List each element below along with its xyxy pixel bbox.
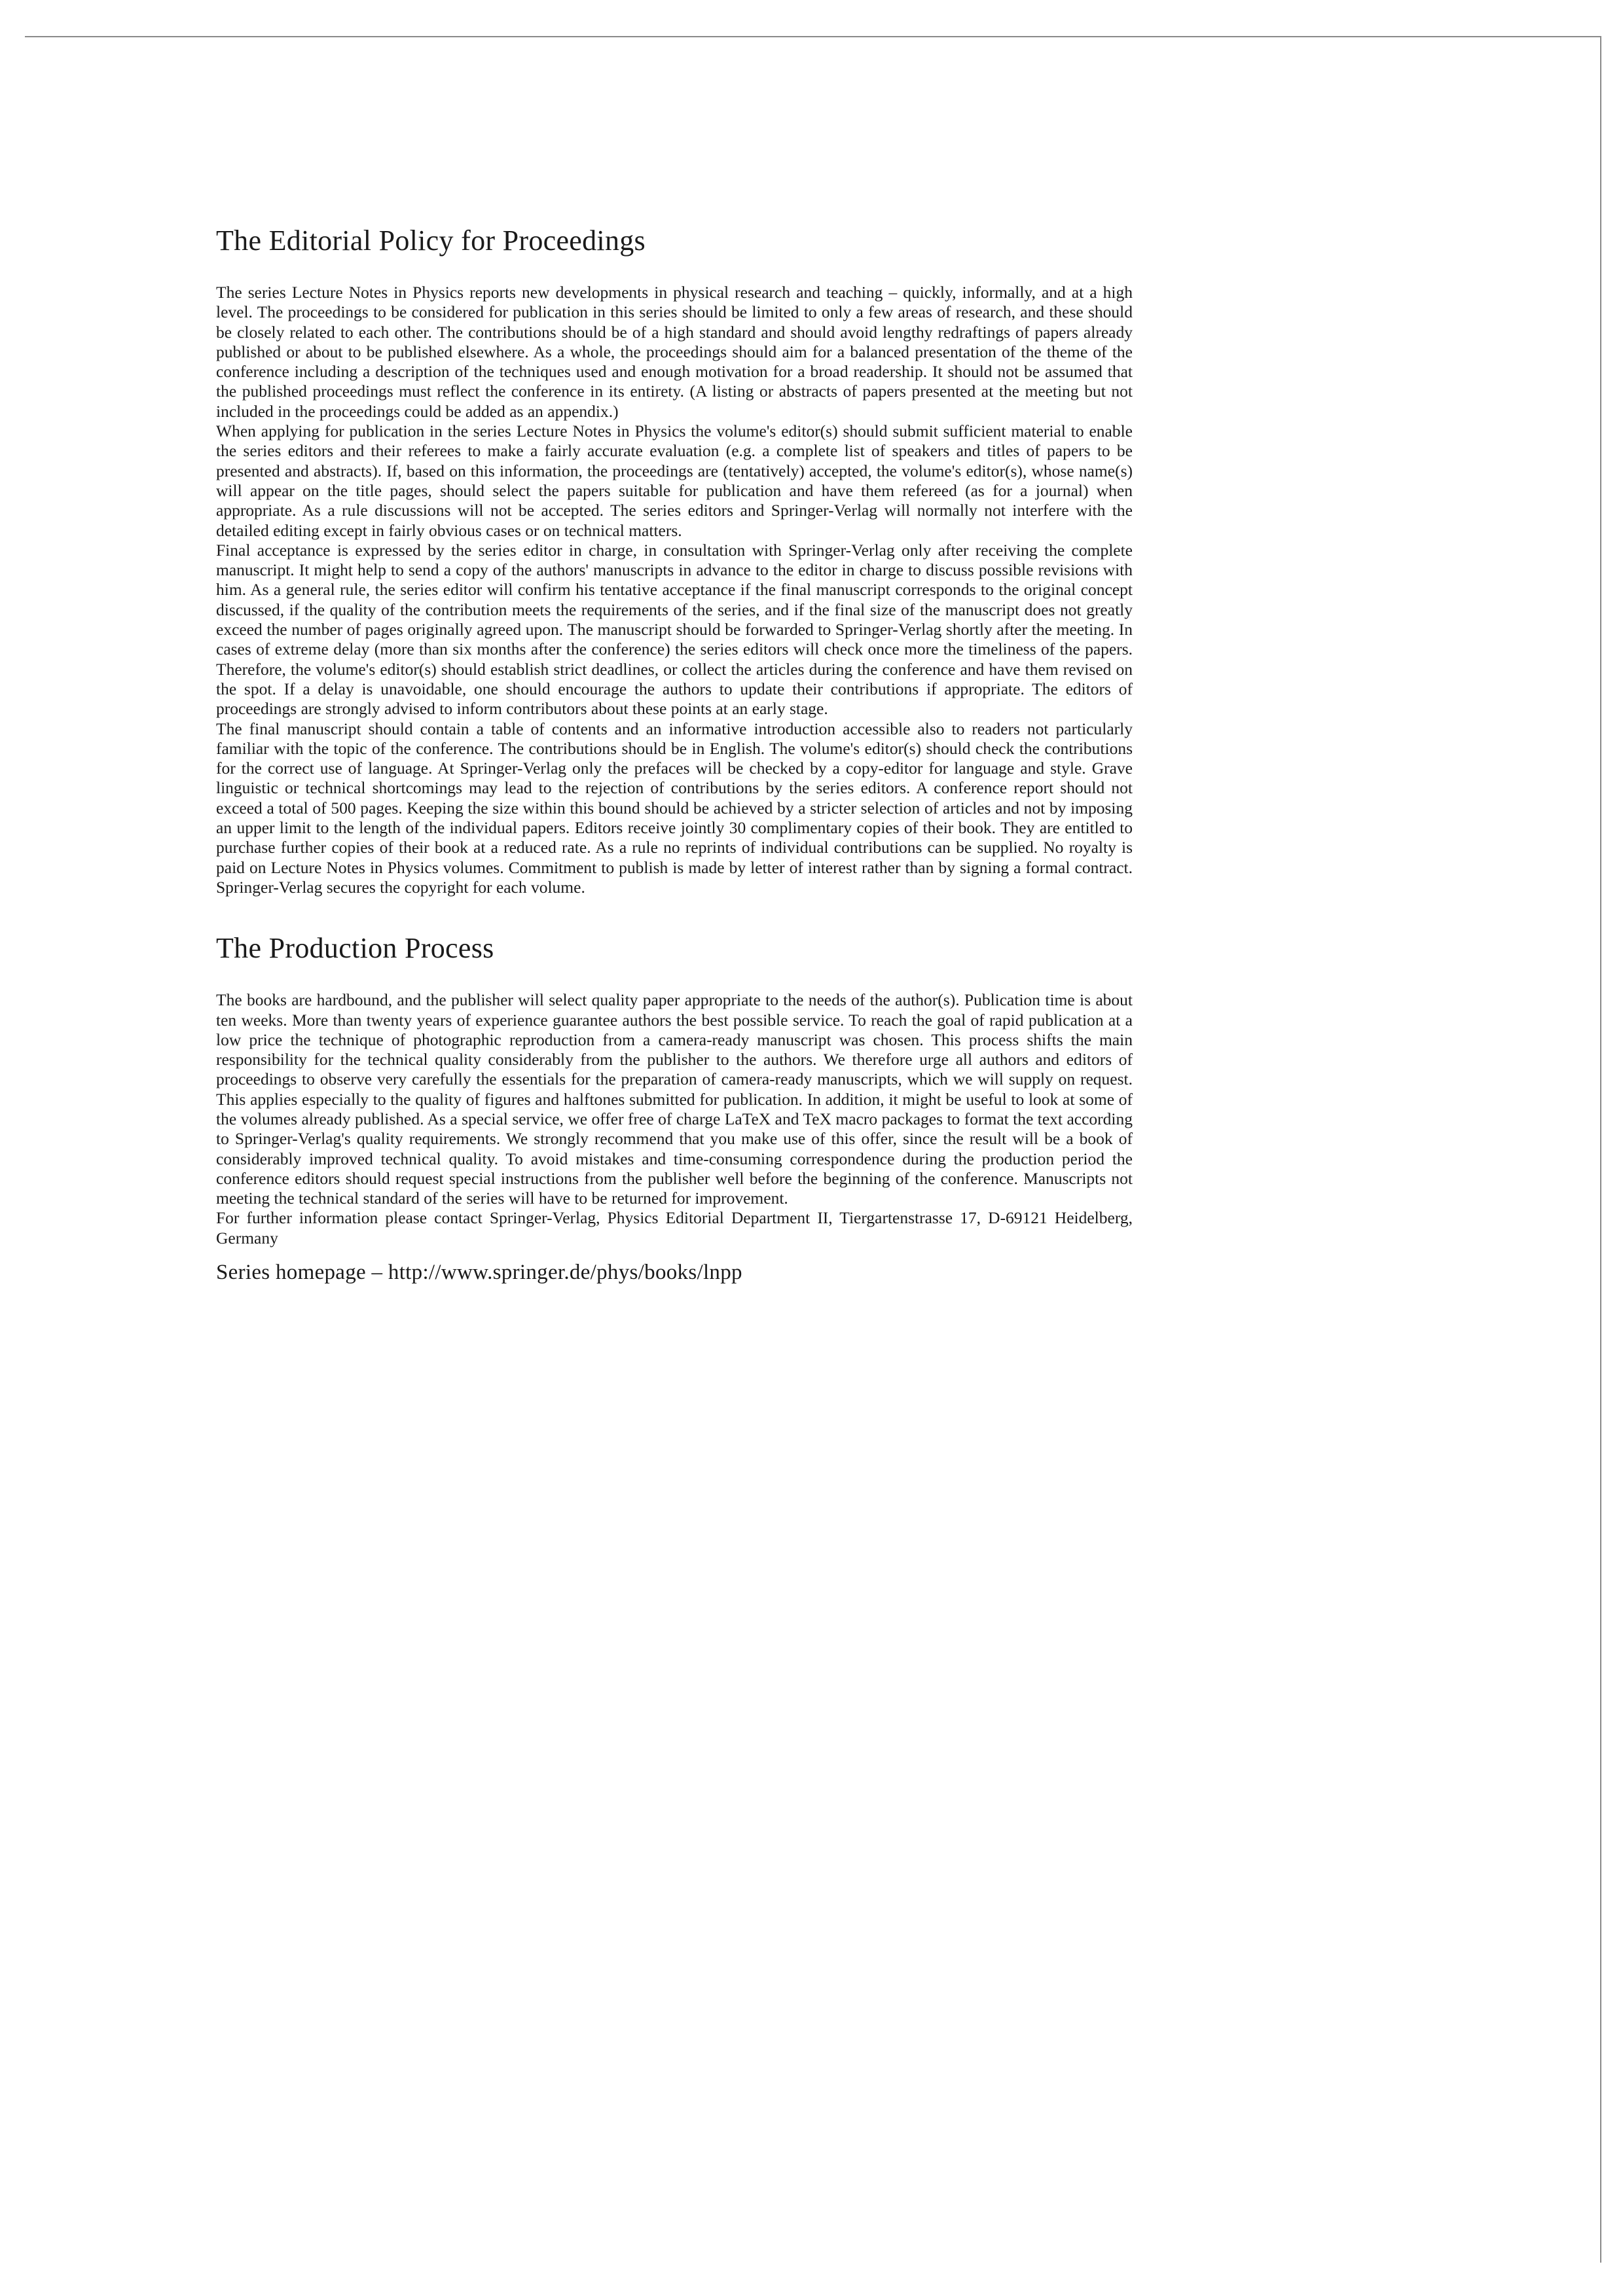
editorial-paragraph: Final acceptance is expressed by the series editor in charge, in consultation with Springer-Verlag only after receiving the complete manuscript. It might help to send a copy of the authors' manuscripts in advance to the editor in charge to discuss possible revisions with him. As a general rule, the series editor will confirm his tentative acceptance if the final manuscript corresponds to the original concept discussed, if the quality of the contribution meets the requirements of the series, and if the final size of the manuscript does not greatly exceed the number of pages originally agreed upon. The manuscript should be forwarded to Springer-Verlag shortly after the meeting. In cases of extreme delay (more than six months after the conference) the series editors will check once more the timeliness of the papers. Therefore, the volume's editor(s) should establish strict deadlines, or collect the articles during the conference and have them revised on the spot. If a delay is unavoidable, one should encourage the authors to update their contributions if appropriate. The editors of proceedings are strongly advised to inform contributors about these points at an early stage.: [216, 540, 1133, 719]
editorial-policy-heading: The Editorial Policy for Proceedings: [216, 224, 646, 257]
editorial-paragraph: The series Lecture Notes in Physics reports new developments in physical research and teaching – quickly, informally, and at a high level. The proceedings to be considered for publication in this series should be limited to only a few areas of research, and these should be closely related to each other. The contributions should be of a high standard and should avoid lengthy redraftings of papers already published or about to be published elsewhere. As a whole, the proceedings should aim for a balanced presentation of the theme of the conference including a description of the techniques used and enough motivation for a broad readership. It should not be assumed that the published proceedings must reflect the conference in its entirety. (A listing or abstracts of papers presented at the meeting but not included in the proceedings could be added as an appendix.): [216, 283, 1133, 421]
production-process-heading: The Production Process: [216, 932, 494, 965]
production-paragraph: The books are hardbound, and the publisher will select quality paper appropriate to the needs of the author(s). Publication time is about ten weeks. More than twenty years of experience guarantee authors the best possible service. To reach the goal of rapid publication at a low price the technique of photographic reproduction from a camera-ready manuscript was chosen. This process shifts the main responsibility for the technical quality considerably from the publisher to the authors. We therefore urge all authors and editors of proceedings to observe very carefully the essentials for the preparation of camera-ready manuscripts, which we will supply on request. This applies especially to the quality of figures and halftones submitted for publication. In addition, it might be useful to look at some of the volumes already published. As a special service, we offer free of charge LaTeX and TeX macro packages to format the text according to Springer-Verlag's quality requirements. We strongly recommend that you make use of this offer, since the result will be a book of considerably improved technical quality. To avoid mistakes and time-consuming correspondence during the production period the conference editors should request special instructions from the publisher well before the beginning of the conference. Manuscripts not meeting the technical standard of the series will have to be returned for improvement.: [216, 990, 1133, 1208]
page-border-right: [1600, 36, 1601, 2263]
series-homepage: Series homepage – http://www.springer.de/phys/books/lnpp: [216, 1261, 742, 1285]
editorial-paragraph: The final manuscript should contain a table of contents and an informative introduction accessible also to readers not particularly familiar with the topic of the conference. The contributions should be in English. The volume's editor(s) should check the contributions for the correct use of language. At Springer-Verlag only the prefaces will be checked by a copy-editor for language and style. Grave linguistic or technical shortcomings may lead to the rejection of contributions by the series editors. A conference report should not exceed a total of 500 pages. Keeping the size within this bound should be achieved by a stricter selection of articles and not by imposing an upper limit to the length of the individual papers. Editors receive jointly 30 complimentary copies of their book. They are entitled to purchase further copies of their book at a reduced rate. As a rule no reprints of individual contributions can be supplied. No royalty is paid on Lecture Notes in Physics volumes. Commitment to publish is made by letter of interest rather than by signing a formal contract. Springer-Verlag secures the copyright for each volume.: [216, 719, 1133, 897]
editorial-paragraph: When applying for publication in the series Lecture Notes in Physics the volume's editor(s) should submit sufficient material to enable the series editors and their referees to make a fairly accurate evaluation (e.g. a complete list of speakers and titles of papers to be presented and abstracts). If, based on this information, the proceedings are (tentatively) accepted, the volume's editor(s), whose name(s) will appear on the title pages, should select the papers suitable for publication and have them refereed (as for a journal) when appropriate. As a rule discussions will not be accepted. The series editors and Springer-Verlag will normally not interfere with the detailed editing except in fairly obvious cases or on technical matters.: [216, 422, 1133, 540]
page-border-top: [25, 36, 1601, 37]
document-body: [216, 223, 1133, 1286]
contact-paragraph: For further information please contact Springer-Verlag, Physics Editorial Department II, Tiergartenstrasse 17, D-69121 Heidelberg, Germany: [216, 1208, 1133, 1247]
